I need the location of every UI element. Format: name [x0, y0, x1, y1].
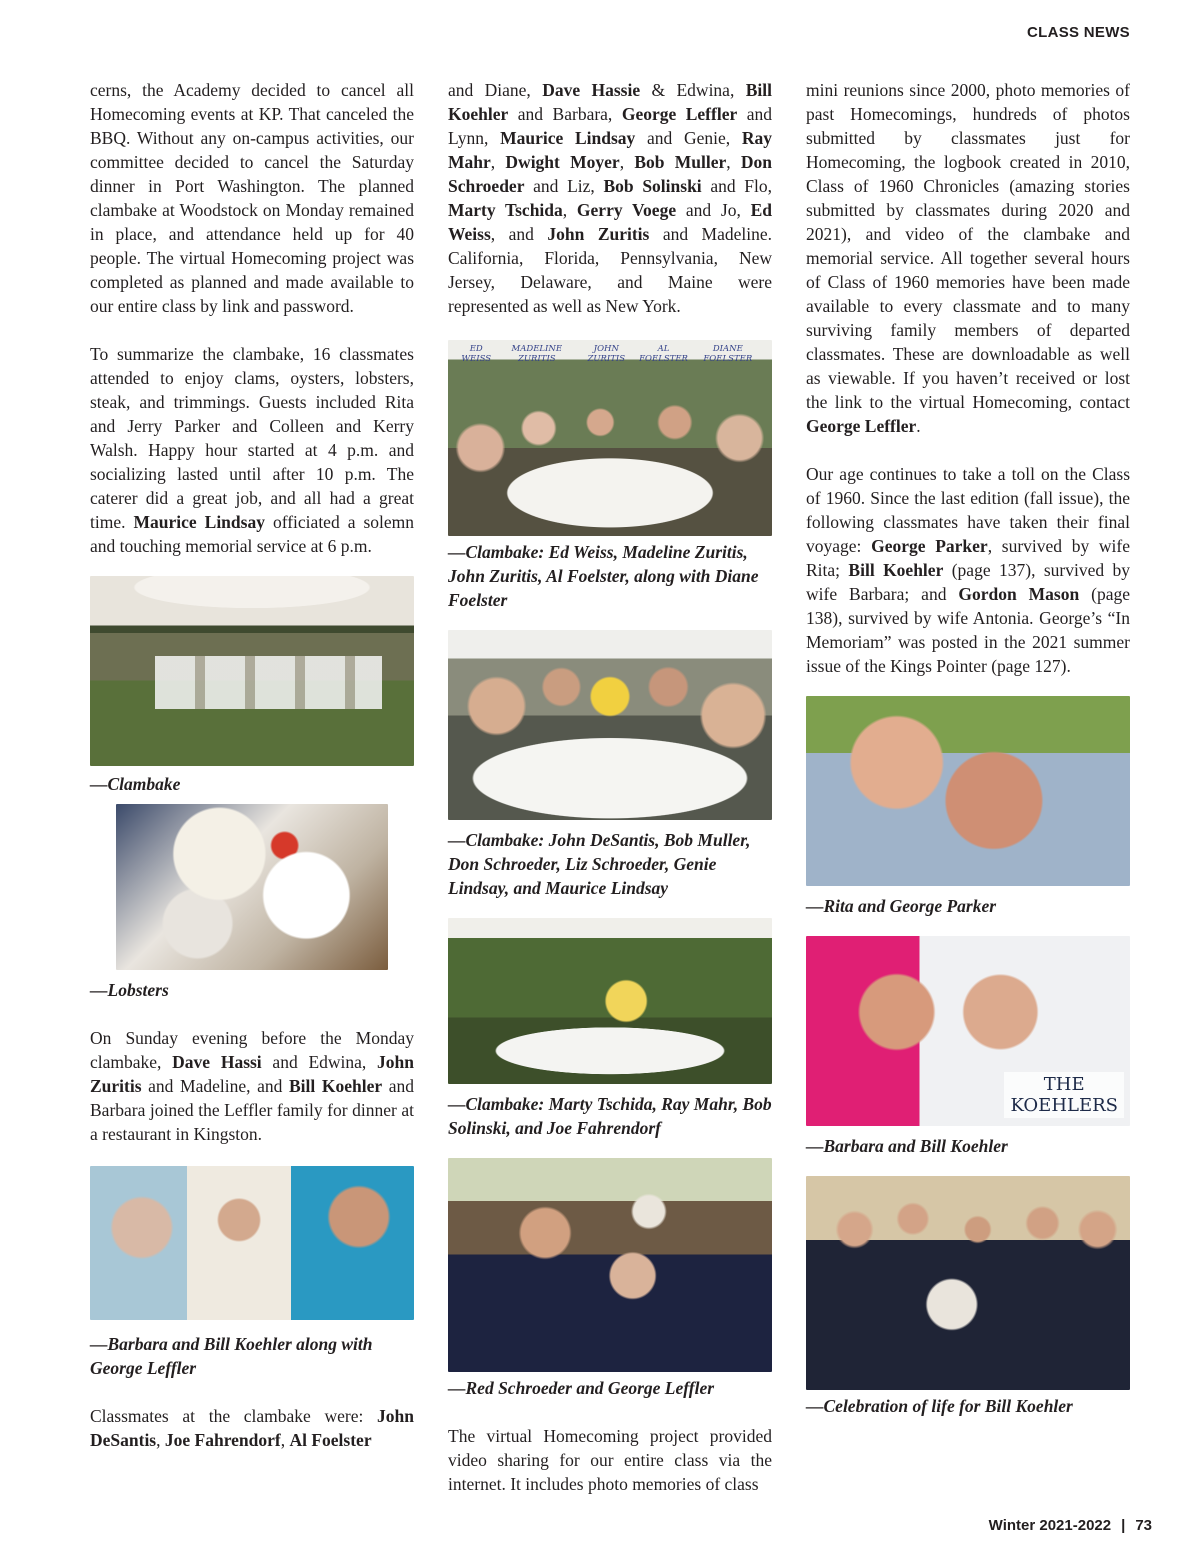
photo-lobsters: [116, 804, 388, 970]
photo-schroeder-leffler: [448, 1158, 772, 1372]
col1-paragraph-2: [90, 342, 414, 558]
caption-celebration: —Celebration of life for Bill Koehler: [806, 1396, 1073, 1416]
name-john-desantis: John DeSantis: [90, 1406, 415, 1450]
name: George Leffler: [621, 104, 738, 124]
column-3: [806, 78, 1130, 1418]
text-span: and Flo,: [710, 176, 773, 196]
name: Don Schroeder: [448, 152, 773, 196]
text-span: & Edwina,: [651, 80, 735, 100]
photo-clambake-table-2: [448, 630, 772, 820]
caption-rita-george-parker: —Rita and George Parker: [806, 896, 997, 916]
photo-name-label: AL FOELSTER: [639, 344, 688, 364]
koehlers-sign: [1004, 1072, 1124, 1118]
comma: ,: [619, 152, 625, 172]
photo-restaurant-dinner: [90, 1166, 414, 1320]
name-dave-hassi: Dave Hassi: [172, 1052, 262, 1072]
text-span: and Liz,: [533, 176, 595, 196]
text-span: On Sunday evening before the Monday clambake,: [90, 1028, 414, 1072]
text-span: mini reunions since 2000, photo memories of past Homecomings, hundreds of photos submitted by classmates just for Homecoming, the logbook created in 2010, Class of 1960 Chronicles (amazing stories submitted by classmates during 2020 and 2021), and video of the clambake and memorial service. All together several hours of Class of 1960 memories have been made available to every classmate and to many surviving family members of departed classmates. These are downloadable as well as viewable. If you haven’t received or lost the link to the virtual Homecoming, contact: [806, 80, 1130, 412]
photo-celebration-of-life: [806, 1176, 1130, 1390]
caption-restaurant: —Barbara and Bill Koehler along with George Leffler: [90, 1334, 373, 1378]
caption-clambake-standing: —Clambake: Marty Tschida, Ray Mahr, Bob Solinski, and Joe Fahrendorf: [448, 1094, 772, 1138]
col1-paragraph-4: [90, 1404, 414, 1452]
text-span: Our age continues to take a toll on the Class of 1960. Since the last edition (fall issue), the following classmates have taken their final voyage:: [806, 464, 1130, 556]
page-footer: [989, 1517, 1152, 1534]
name-maurice-lindsay: Maurice Lindsay: [133, 512, 265, 532]
name: Ed Weiss: [448, 200, 773, 244]
name: Marty Tschida: [448, 200, 563, 220]
name: Ray Mahr: [448, 128, 773, 172]
text-span: (page 138), survived by wife Antonia. George’s “In Memoriam” was posted in the 2021 summer issue of the Kings Pointer (page 127).: [806, 584, 1130, 676]
name-john-zuritis: John Zuritis: [90, 1052, 414, 1096]
caption-clambake-table-2: —Clambake: John DeSantis, Bob Muller, Don Schroeder, Liz Schroeder, Genie Lindsay, and Maurice Lindsay: [448, 830, 751, 898]
text-span: and Madeline, and: [148, 1076, 283, 1096]
text-span: To summarize the clambake, 16 classmates attended to enjoy clams, oysters, lobsters, steak, and trimmings. Guests included Rita and Jerry Parker and Colleen and Kerry Walsh. Happy hour started at 4 p.m. and socializing lasted until after 10 p.m. The caterer did a great job, and all had a great time.: [90, 344, 414, 532]
name: Dwight Moyer: [505, 152, 620, 172]
comma: ,: [490, 224, 496, 244]
text-span: and Diane,: [448, 80, 531, 100]
photo-clambake-standing: [448, 918, 772, 1084]
name: Bob Muller: [634, 152, 727, 172]
photo-name-label: DIANE FOELSTER: [703, 344, 753, 364]
text-span: Classmates at the clambake were:: [90, 1406, 364, 1426]
caption-lobsters: —Lobsters: [90, 980, 169, 1000]
col2-paragraph-2: The virtual Homecoming project provided video sharing for our entire class via the internet. It includes photo memories of class: [448, 1426, 772, 1494]
photo-name-label: MADELINE ZURITIS: [511, 344, 563, 364]
col1-paragraph-3: [90, 1026, 414, 1146]
text-span: and Barbara joined the Leffler family for dinner at a restaurant in Kingston.: [90, 1076, 414, 1144]
name: Dave Hassie: [542, 80, 641, 100]
text-span: and Jo,: [685, 200, 741, 220]
koehlers-sign-line: THE: [1043, 1074, 1085, 1095]
name: John Zuritis: [547, 224, 650, 244]
name-al-foelster: Al Foelster: [289, 1430, 372, 1450]
name-gordon-mason: Gordon Mason: [958, 584, 1080, 604]
name-bill-koehler: Bill Koehler: [288, 1076, 383, 1096]
comma: ,: [156, 1430, 161, 1450]
section-header: CLASS NEWS: [1026, 24, 1130, 41]
period: .: [916, 416, 921, 436]
koehlers-sign-line: KOEHLERS: [1010, 1095, 1118, 1116]
name: Maurice Lindsay: [500, 128, 636, 148]
text-span: (page 137), survived by wife Barbara; and: [806, 560, 1130, 604]
col3-paragraph-1: [806, 78, 1130, 438]
photo-clambake-tent: [90, 576, 414, 766]
caption-schroeder-leffler: —Red Schroeder and George Leffler: [448, 1378, 715, 1398]
comma: ,: [490, 152, 496, 172]
footer-separator: |: [1121, 1517, 1126, 1534]
page-number: 73: [1135, 1517, 1152, 1534]
photo-detail: [155, 656, 382, 709]
photo-rita-george-parker: [806, 696, 1130, 886]
comma: ,: [726, 152, 731, 172]
name-george-leffler: George Leffler: [806, 416, 917, 436]
photo-name-labels: [448, 344, 772, 364]
column-2: [448, 78, 772, 1496]
name-joe-fahrendorf: Joe Fahrendorf: [164, 1430, 281, 1450]
name-bill-koehler: Bill Koehler: [848, 560, 944, 580]
text-span: and Madeline. California, Florida, Pennsylvania, New Jersey, Delaware, and Maine were represented as well as New York.: [448, 224, 773, 316]
comma: ,: [280, 1430, 286, 1450]
photo-name-label: ED WEISS: [461, 344, 492, 364]
name: Bill Koehler: [448, 80, 772, 124]
name: Gerry Voege: [576, 200, 677, 220]
name: Bob Solinski: [603, 176, 702, 196]
name-george-parker: George Parker: [871, 536, 988, 556]
caption-clambake: —Clambake: [90, 774, 181, 794]
comma: ,: [562, 200, 568, 220]
photo-name-label: JOHN ZURITIS: [587, 344, 626, 364]
text-span: and Genie,: [647, 128, 731, 148]
text-span: and Lynn,: [448, 104, 773, 148]
col3-paragraph-2: [806, 462, 1130, 678]
caption-koehlers: —Barbara and Bill Koehler: [806, 1136, 1008, 1156]
photo-koehlers: [806, 936, 1130, 1126]
text-span: and: [508, 224, 534, 244]
column-1: [90, 78, 414, 1452]
caption-clambake-table-1: —Clambake: Ed Weiss, Madeline Zuritis, John Zuritis, Al Foelster, along with Diane Foelster: [448, 542, 759, 610]
issue-label: Winter 2021-2022: [988, 1517, 1112, 1534]
photo-clambake-table-1: [448, 340, 772, 536]
col1-paragraph-1: cerns, the Academy decided to cancel all Homecoming events at KP. That canceled the BBQ. Without any on-campus activities, our committee decided to cancel the Saturday dinner in Port Washington. The planned clambake at Woodstock on Monday remained in place, and attendance held up for 40 people. The virtual Homecoming project was completed as planned and made available to our entire class by link and password.: [90, 80, 414, 316]
text-span: and Edwina,: [272, 1052, 367, 1072]
text-span: officiated a solemn and touching memorial service at 6 p.m.: [90, 512, 415, 556]
text-span: , survived by wife Rita;: [806, 536, 1131, 580]
col2-paragraph-1: [448, 78, 772, 318]
text-span: and Barbara,: [517, 104, 613, 124]
